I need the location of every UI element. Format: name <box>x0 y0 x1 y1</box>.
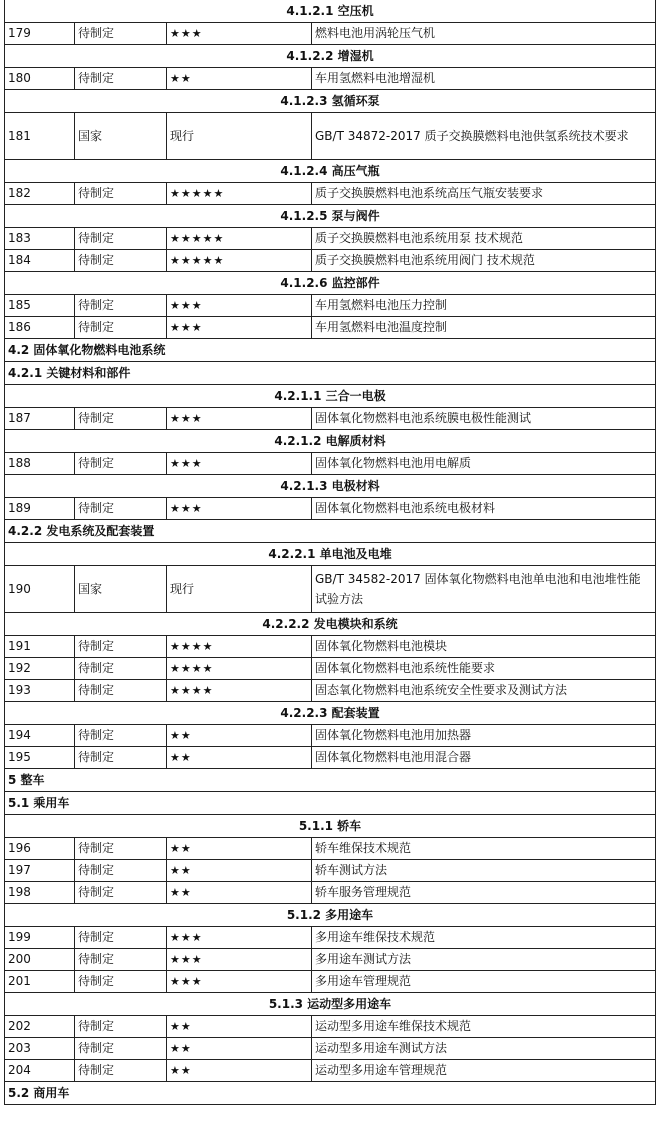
standard-name-cell: 固体氧化物燃料电池用电解质 <box>312 453 656 475</box>
standard-name-cell: 多用途车维保技术规范 <box>312 927 656 949</box>
standard-name-cell: GB/T 34872-2017 质子交换膜燃料电池供氢系统技术要求 <box>312 113 656 160</box>
row-number-cell: 196 <box>5 838 75 860</box>
status-cell: ★★★★★ <box>167 228 312 250</box>
section-heading-row <box>5 362 656 385</box>
subsection-heading: 5.1.3 运动型多用途车 <box>5 993 656 1016</box>
table-row <box>5 295 656 317</box>
status-cell: ★★★ <box>167 408 312 430</box>
subsection-heading: 4.1.2.3 氢循环泵 <box>5 90 656 113</box>
standard-name-cell: 固体氧化物燃料电池模块 <box>312 636 656 658</box>
row-number-cell: 184 <box>5 250 75 272</box>
section-heading: 4.2.2 发电系统及配套装置 <box>5 520 656 543</box>
status-cell: ★★ <box>167 68 312 90</box>
table-row <box>5 250 656 272</box>
row-number-cell: 185 <box>5 295 75 317</box>
row-number-cell: 187 <box>5 408 75 430</box>
standard-name-cell: GB/T 34582-2017 固体氧化物燃料电池单电池和电池堆性能试验方法 <box>312 566 656 613</box>
subsection-heading-row <box>5 272 656 295</box>
status-cell: ★★★ <box>167 453 312 475</box>
category-cell: 待制定 <box>75 228 167 250</box>
subsection-heading: 4.1.2.4 高压气瓶 <box>5 160 656 183</box>
table-row <box>5 838 656 860</box>
table-row <box>5 949 656 971</box>
table-row <box>5 636 656 658</box>
section-heading: 4.2.1 关键材料和部件 <box>5 362 656 385</box>
subsection-heading-row <box>5 815 656 838</box>
status-cell: ★★★★ <box>167 636 312 658</box>
table-row <box>5 23 656 45</box>
category-cell: 国家 <box>75 113 167 160</box>
row-number-cell: 188 <box>5 453 75 475</box>
category-cell: 待制定 <box>75 183 167 205</box>
subsection-heading-row <box>5 90 656 113</box>
table-row <box>5 408 656 430</box>
status-cell: ★★ <box>167 838 312 860</box>
row-number-cell: 199 <box>5 927 75 949</box>
row-number-cell: 194 <box>5 725 75 747</box>
subsection-heading-row <box>5 205 656 228</box>
standard-name-cell: 固态氧化物燃料电池系统安全性要求及测试方法 <box>312 680 656 702</box>
section-heading-row <box>5 339 656 362</box>
status-cell: ★★ <box>167 1060 312 1082</box>
row-number-cell: 200 <box>5 949 75 971</box>
standard-name-cell: 多用途车管理规范 <box>312 971 656 993</box>
subsection-heading-row <box>5 0 656 23</box>
category-cell: 待制定 <box>75 1038 167 1060</box>
standard-name-cell: 固体氧化物燃料电池用混合器 <box>312 747 656 769</box>
subsection-heading: 4.2.1.2 电解质材料 <box>5 430 656 453</box>
status-cell: ★★★ <box>167 23 312 45</box>
status-cell: ★★ <box>167 882 312 904</box>
status-cell: ★★★ <box>167 317 312 339</box>
table-row <box>5 1038 656 1060</box>
row-number-cell: 198 <box>5 882 75 904</box>
category-cell: 待制定 <box>75 498 167 520</box>
table-row <box>5 725 656 747</box>
standard-name-cell: 多用途车测试方法 <box>312 949 656 971</box>
status-cell: ★★ <box>167 860 312 882</box>
section-heading: 5 整车 <box>5 769 656 792</box>
table-row <box>5 1060 656 1082</box>
standard-name-cell: 运动型多用途车测试方法 <box>312 1038 656 1060</box>
category-cell: 待制定 <box>75 408 167 430</box>
table-row <box>5 680 656 702</box>
row-number-cell: 191 <box>5 636 75 658</box>
status-cell: 现行 <box>167 113 312 160</box>
section-heading-row <box>5 1082 656 1105</box>
subsection-heading: 5.1.1 轿车 <box>5 815 656 838</box>
subsection-heading: 4.1.2.5 泵与阀件 <box>5 205 656 228</box>
category-cell: 待制定 <box>75 658 167 680</box>
row-number-cell: 183 <box>5 228 75 250</box>
subsection-heading-row <box>5 475 656 498</box>
table-row <box>5 68 656 90</box>
status-cell: ★★★ <box>167 971 312 993</box>
subsection-heading: 5.1.2 多用途车 <box>5 904 656 927</box>
subsection-heading-row <box>5 904 656 927</box>
subsection-heading-row <box>5 702 656 725</box>
category-cell: 待制定 <box>75 971 167 993</box>
category-cell: 待制定 <box>75 317 167 339</box>
row-number-cell: 186 <box>5 317 75 339</box>
standard-name-cell: 运动型多用途车管理规范 <box>312 1060 656 1082</box>
status-cell: ★★★ <box>167 927 312 949</box>
row-number-cell: 204 <box>5 1060 75 1082</box>
subsection-heading-row <box>5 160 656 183</box>
section-heading: 4.2 固体氧化物燃料电池系统 <box>5 339 656 362</box>
status-cell: ★★ <box>167 1038 312 1060</box>
subsection-heading: 4.2.2.3 配套装置 <box>5 702 656 725</box>
status-cell: ★★ <box>167 747 312 769</box>
subsection-heading-row <box>5 993 656 1016</box>
section-heading: 5.1 乘用车 <box>5 792 656 815</box>
standard-name-cell: 车用氢燃料电池温度控制 <box>312 317 656 339</box>
table-row <box>5 317 656 339</box>
subsection-heading-row <box>5 430 656 453</box>
status-cell: ★★ <box>167 1016 312 1038</box>
status-cell: ★★ <box>167 725 312 747</box>
section-heading-row <box>5 792 656 815</box>
row-number-cell: 179 <box>5 23 75 45</box>
status-cell: ★★★★ <box>167 658 312 680</box>
table-row <box>5 1016 656 1038</box>
section-heading-row <box>5 769 656 792</box>
subsection-heading: 4.1.2.6 监控部件 <box>5 272 656 295</box>
category-cell: 待制定 <box>75 680 167 702</box>
category-cell: 待制定 <box>75 838 167 860</box>
category-cell: 待制定 <box>75 1016 167 1038</box>
standard-name-cell: 质子交换膜燃料电池系统用泵 技术规范 <box>312 228 656 250</box>
row-number-cell: 202 <box>5 1016 75 1038</box>
table-row <box>5 927 656 949</box>
subsection-heading: 4.2.1.3 电极材料 <box>5 475 656 498</box>
standards-table-body <box>5 0 656 1105</box>
standards-table <box>4 0 656 1105</box>
category-cell: 待制定 <box>75 250 167 272</box>
row-number-cell: 195 <box>5 747 75 769</box>
table-row <box>5 183 656 205</box>
category-cell: 国家 <box>75 566 167 613</box>
status-cell: 现行 <box>167 566 312 613</box>
category-cell: 待制定 <box>75 68 167 90</box>
standard-name-cell: 轿车维保技术规范 <box>312 838 656 860</box>
status-cell: ★★★★ <box>167 680 312 702</box>
table-row <box>5 747 656 769</box>
table-row <box>5 498 656 520</box>
table-row <box>5 566 656 613</box>
standard-name-cell: 固体氧化物燃料电池系统性能要求 <box>312 658 656 680</box>
row-number-cell: 190 <box>5 566 75 613</box>
table-row <box>5 113 656 160</box>
standard-name-cell: 质子交换膜燃料电池系统高压气瓶安装要求 <box>312 183 656 205</box>
standard-name-cell: 固体氧化物燃料电池用加热器 <box>312 725 656 747</box>
standard-name-cell: 轿车服务管理规范 <box>312 882 656 904</box>
standard-name-cell: 车用氢燃料电池增湿机 <box>312 68 656 90</box>
standard-name-cell: 固体氧化物燃料电池系统膜电极性能测试 <box>312 408 656 430</box>
category-cell: 待制定 <box>75 23 167 45</box>
row-number-cell: 197 <box>5 860 75 882</box>
table-row <box>5 658 656 680</box>
subsection-heading: 4.1.2.1 空压机 <box>5 0 656 23</box>
status-cell: ★★★ <box>167 498 312 520</box>
subsection-heading: 4.2.2.2 发电模块和系统 <box>5 613 656 636</box>
category-cell: 待制定 <box>75 927 167 949</box>
row-number-cell: 192 <box>5 658 75 680</box>
section-heading: 5.2 商用车 <box>5 1082 656 1105</box>
subsection-heading: 4.2.1.1 三合一电极 <box>5 385 656 408</box>
row-number-cell: 181 <box>5 113 75 160</box>
table-row <box>5 228 656 250</box>
subsection-heading-row <box>5 385 656 408</box>
category-cell: 待制定 <box>75 725 167 747</box>
status-cell: ★★★★★ <box>167 250 312 272</box>
category-cell: 待制定 <box>75 636 167 658</box>
status-cell: ★★★ <box>167 295 312 317</box>
subsection-heading: 4.1.2.2 增湿机 <box>5 45 656 68</box>
subsection-heading-row <box>5 613 656 636</box>
table-row <box>5 860 656 882</box>
standard-name-cell: 车用氢燃料电池压力控制 <box>312 295 656 317</box>
row-number-cell: 203 <box>5 1038 75 1060</box>
subsection-heading-row <box>5 45 656 68</box>
subsection-heading-row <box>5 543 656 566</box>
status-cell: ★★★★★ <box>167 183 312 205</box>
standard-name-cell: 燃料电池用涡轮压气机 <box>312 23 656 45</box>
standard-name-cell: 质子交换膜燃料电池系统用阀门 技术规范 <box>312 250 656 272</box>
row-number-cell: 180 <box>5 68 75 90</box>
standard-name-cell: 轿车测试方法 <box>312 860 656 882</box>
category-cell: 待制定 <box>75 882 167 904</box>
table-row <box>5 971 656 993</box>
section-heading-row <box>5 520 656 543</box>
status-cell: ★★★ <box>167 949 312 971</box>
row-number-cell: 201 <box>5 971 75 993</box>
category-cell: 待制定 <box>75 295 167 317</box>
category-cell: 待制定 <box>75 747 167 769</box>
category-cell: 待制定 <box>75 949 167 971</box>
category-cell: 待制定 <box>75 1060 167 1082</box>
standard-name-cell: 固体氧化物燃料电池系统电极材料 <box>312 498 656 520</box>
row-number-cell: 189 <box>5 498 75 520</box>
row-number-cell: 193 <box>5 680 75 702</box>
subsection-heading: 4.2.2.1 单电池及电堆 <box>5 543 656 566</box>
table-row <box>5 453 656 475</box>
standard-name-cell: 运动型多用途车维保技术规范 <box>312 1016 656 1038</box>
category-cell: 待制定 <box>75 453 167 475</box>
table-row <box>5 882 656 904</box>
category-cell: 待制定 <box>75 860 167 882</box>
row-number-cell: 182 <box>5 183 75 205</box>
